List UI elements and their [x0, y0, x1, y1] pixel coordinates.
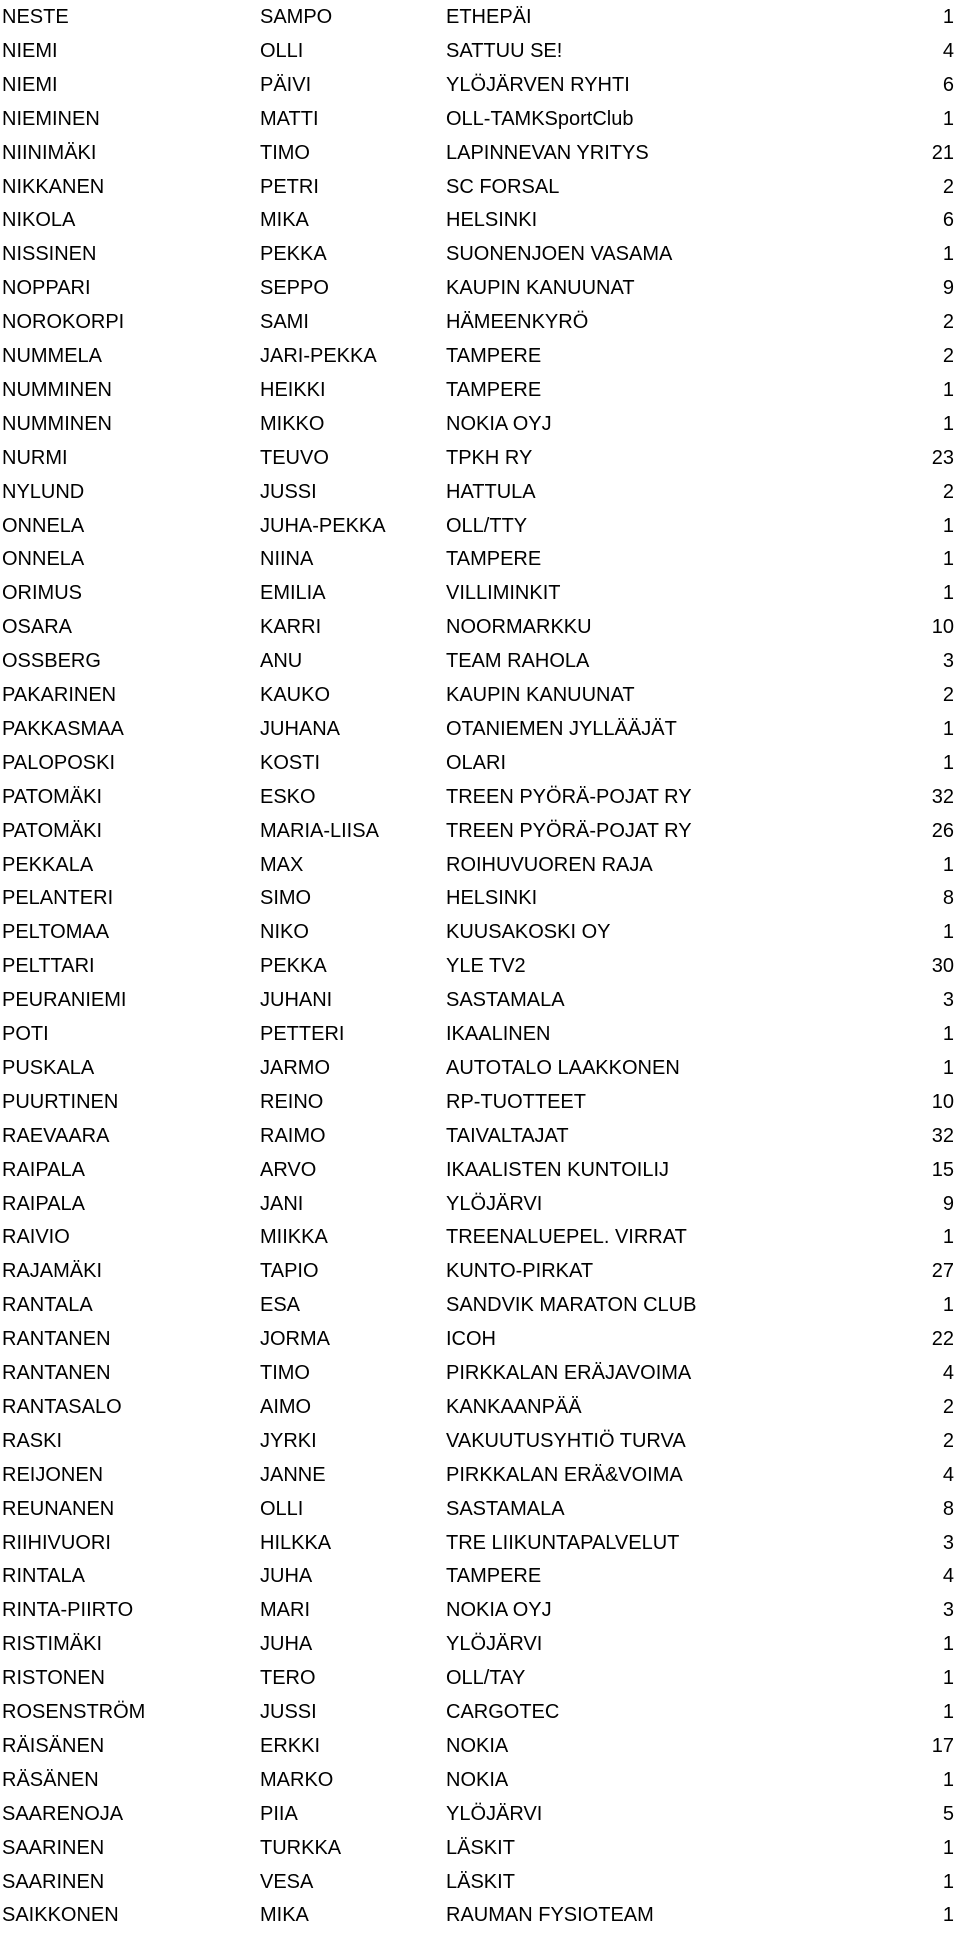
count-cell: 6 [942, 209, 954, 232]
club-cell: RP-TUOTTEET [446, 1090, 586, 1113]
last-name-cell: NIEMI [2, 39, 58, 62]
last-name-cell: NUMMELA [2, 345, 103, 367]
count-cell: 2 [942, 175, 954, 198]
last-name-cell: RANTASALO [2, 1395, 122, 1418]
count-cell: 26 [931, 819, 954, 842]
last-name-cell: OSSBERG [2, 650, 101, 673]
club-cell: YLÖJÄRVI [446, 1633, 543, 1656]
table-row [0, 1865, 960, 1899]
count-cell: 1 [942, 1294, 954, 1317]
count-cell: 1 [942, 1904, 954, 1927]
table-row [0, 1288, 960, 1322]
club-cell: NOKIA [446, 1734, 509, 1757]
last-name-cell: POTI [2, 1023, 49, 1045]
table-row [0, 644, 960, 678]
count-cell: 32 [931, 785, 954, 808]
first-name-cell: JANNE [260, 1463, 326, 1486]
club-cell: TPKH RY [446, 446, 533, 469]
last-name-cell: NESTE [2, 6, 69, 28]
first-name-cell: SEPPO [260, 277, 329, 300]
club-cell: ETHEPÄI [446, 6, 532, 28]
club-cell: HELSINKI [446, 887, 538, 910]
last-name-cell: SAARINEN [2, 1870, 105, 1893]
first-name-cell: JARI-PEKKA [260, 345, 377, 367]
first-name-cell: KOSTI [260, 751, 321, 774]
count-cell: 2 [942, 480, 954, 503]
club-cell: OTANIEMEN JYLLÄÄJÄT [446, 717, 677, 740]
table-row [0, 1424, 960, 1458]
count-cell: 1 [942, 412, 954, 435]
table-row [0, 780, 960, 814]
count-cell: 2 [942, 345, 954, 367]
club-cell: YLÖJÄRVI [446, 1192, 543, 1215]
first-name-cell: NIKO [260, 921, 309, 944]
last-name-cell: PALOPOSKI [2, 751, 116, 774]
first-name-cell: SAMI [260, 311, 309, 334]
club-cell: LAPINNEVAN YRITYS [446, 141, 649, 164]
club-cell: KUUSAKOSKI OY [446, 921, 611, 944]
club-cell: KAUPIN KANUUNAT [446, 684, 635, 706]
count-cell: 6 [942, 73, 954, 96]
club-cell: SUONENJOEN VASAMA [446, 243, 673, 266]
club-cell: SC FORSAL [446, 175, 560, 198]
last-name-cell: NUMMINEN [2, 412, 112, 435]
last-name-cell: NIEMINEN [2, 107, 100, 130]
count-cell: 17 [931, 1734, 954, 1757]
table-row [0, 1593, 960, 1627]
count-cell: 1 [942, 6, 954, 28]
club-cell: TRE LIIKUNTAPALVELUT [446, 1531, 680, 1554]
last-name-cell: NISSINEN [2, 243, 97, 266]
last-name-cell: RINTA-PIIRTO [2, 1599, 134, 1622]
last-name-cell: PAKKASMAA [2, 717, 124, 740]
table-row [0, 1763, 960, 1797]
count-cell: 3 [942, 1531, 954, 1554]
last-name-cell: NOROKORPI [2, 311, 125, 334]
first-name-cell: MATTI [260, 107, 319, 130]
club-cell: NOORMARKKU [446, 616, 592, 639]
first-name-cell: ANU [260, 650, 303, 673]
first-name-cell: TERO [260, 1667, 316, 1690]
table-row [0, 0, 960, 34]
club-cell: YLÖJÄRVEN RYHTI [446, 73, 630, 96]
first-name-cell: MARI [260, 1599, 310, 1622]
count-cell: 8 [942, 1497, 954, 1520]
table-row [0, 915, 960, 949]
first-name-cell: TEUVO [260, 446, 329, 469]
club-cell: IKAALINEN [446, 1023, 551, 1045]
first-name-cell: NIINA [260, 548, 314, 571]
last-name-cell: REUNANEN [2, 1497, 115, 1520]
first-name-cell: AIMO [260, 1395, 312, 1418]
count-cell: 1 [942, 1667, 954, 1690]
count-cell: 3 [942, 650, 954, 673]
count-cell: 1 [942, 1768, 954, 1791]
count-cell: 22 [931, 1328, 954, 1351]
count-cell: 21 [931, 141, 954, 164]
count-cell: 1 [942, 514, 954, 537]
count-cell: 3 [942, 1599, 954, 1622]
club-cell: TAMPERE [446, 345, 542, 367]
first-name-cell: MIKA [260, 209, 309, 232]
club-cell: SANDVIK MARATON CLUB [446, 1294, 697, 1317]
count-cell: 9 [942, 1192, 954, 1215]
count-cell: 1 [942, 1226, 954, 1249]
first-name-cell: JUHANA [260, 717, 341, 740]
count-cell: 1 [942, 1633, 954, 1656]
club-cell: NOKIA OYJ [446, 1599, 552, 1622]
count-cell: 1 [942, 548, 954, 571]
table-row [0, 1695, 960, 1729]
last-name-cell: RANTANEN [2, 1328, 111, 1351]
last-name-cell: PELANTERI [2, 887, 114, 910]
table-row [0, 1831, 960, 1865]
first-name-cell: JUHA [260, 1565, 313, 1588]
club-cell: TAIVALTAJAT [446, 1124, 569, 1147]
first-name-cell: ERKKI [260, 1734, 321, 1757]
count-cell: 4 [942, 1362, 954, 1384]
table-row [0, 136, 960, 170]
table-row [0, 339, 960, 373]
table-row [0, 576, 960, 610]
last-name-cell: NURMI [2, 446, 68, 469]
club-cell: OLL-TAMKSportClub [446, 107, 634, 130]
table-row [0, 1085, 960, 1119]
last-name-cell: RAIVIO [2, 1226, 70, 1249]
table-row [0, 610, 960, 644]
table-row [0, 1153, 960, 1187]
first-name-cell: SAMPO [260, 6, 333, 28]
count-cell: 1 [942, 1836, 954, 1859]
table-row [0, 68, 960, 102]
last-name-cell: REIJONEN [2, 1463, 104, 1486]
table-row [0, 881, 960, 915]
table-row [0, 271, 960, 305]
last-name-cell: PELTTARI [2, 955, 95, 978]
first-name-cell: TIMO [260, 1362, 310, 1384]
table-row [0, 203, 960, 237]
count-cell: 1 [942, 1870, 954, 1893]
first-name-cell: JARMO [260, 1056, 330, 1079]
last-name-cell: PELTOMAA [2, 921, 110, 944]
last-name-cell: PATOMÄKI [2, 819, 103, 842]
club-cell: PIRKKALAN ERÄ&VOIMA [446, 1463, 683, 1486]
last-name-cell: RANTANEN [2, 1362, 111, 1384]
first-name-cell: JUSSI [260, 1701, 317, 1723]
table-row [0, 746, 960, 780]
count-cell: 1 [942, 751, 954, 774]
count-cell: 1 [942, 1056, 954, 1079]
count-cell: 1 [942, 921, 954, 944]
first-name-cell: SIMO [260, 887, 312, 910]
first-name-cell: OLLI [260, 1497, 304, 1520]
table-row [0, 1559, 960, 1593]
first-name-cell: TIMO [260, 141, 310, 164]
last-name-cell: RAIPALA [2, 1192, 85, 1215]
club-cell: YLE TV2 [446, 955, 526, 978]
count-cell: 1 [942, 1023, 954, 1045]
last-name-cell: PUURTINEN [2, 1090, 119, 1113]
last-name-cell: RISTIMÄKI [2, 1633, 103, 1656]
count-cell: 1 [942, 107, 954, 130]
last-name-cell: PAKARINEN [2, 684, 117, 706]
club-cell: CARGOTEC [446, 1701, 560, 1723]
table-row [0, 1661, 960, 1695]
club-cell: SASTAMALA [446, 1497, 565, 1520]
last-name-cell: RASKI [2, 1429, 63, 1452]
first-name-cell: ESA [260, 1294, 301, 1317]
last-name-cell: RAIPALA [2, 1158, 85, 1181]
last-name-cell: PEKKALA [2, 853, 94, 876]
table-row [0, 1254, 960, 1288]
last-name-cell: RISTONEN [2, 1667, 105, 1690]
table-row [0, 848, 960, 882]
count-cell: 27 [931, 1260, 954, 1283]
count-cell: 15 [931, 1158, 954, 1181]
count-cell: 1 [942, 243, 954, 266]
last-name-cell: ROSENSTRÖM [2, 1701, 146, 1723]
table-row [0, 1797, 960, 1831]
last-name-cell: OSARA [2, 616, 73, 639]
last-name-cell: RAJAMÄKI [2, 1260, 103, 1283]
last-name-cell: PUSKALA [2, 1056, 95, 1079]
first-name-cell: HILKKA [260, 1531, 332, 1554]
table-row [0, 475, 960, 509]
count-cell: 3 [942, 989, 954, 1012]
last-name-cell: SAARENOJA [2, 1802, 124, 1825]
last-name-cell: SAIKKONEN [2, 1904, 119, 1927]
club-cell: HATTULA [446, 480, 536, 503]
first-name-cell: KAUKO [260, 684, 331, 706]
first-name-cell: JUHANI [260, 989, 333, 1012]
count-cell: 8 [942, 887, 954, 910]
club-cell: AUTOTALO LAAKKONEN [446, 1056, 680, 1079]
club-cell: SATTUU SE! [446, 39, 563, 62]
first-name-cell: PETTERI [260, 1023, 345, 1045]
first-name-cell: KARRI [260, 616, 322, 639]
table-row [0, 814, 960, 848]
club-cell: LÄSKIT [446, 1870, 515, 1893]
table-row [0, 1356, 960, 1390]
club-cell: NOKIA OYJ [446, 412, 552, 435]
count-cell: 2 [942, 1395, 954, 1418]
table-row [0, 1898, 960, 1932]
last-name-cell: PEURANIEMI [2, 989, 127, 1012]
first-name-cell: MIIKKA [260, 1226, 328, 1249]
club-cell: VILLIMINKIT [446, 582, 561, 605]
count-cell: 4 [942, 1463, 954, 1486]
table-row [0, 509, 960, 543]
table-row [0, 1322, 960, 1356]
first-name-cell: JUHA [260, 1633, 313, 1656]
club-cell: ROIHUVUOREN RAJA [446, 853, 653, 876]
count-cell: 10 [931, 1090, 954, 1113]
first-name-cell: PIIA [260, 1802, 298, 1825]
first-name-cell: TURKKA [260, 1836, 342, 1859]
last-name-cell: RANTALA [2, 1294, 93, 1317]
last-name-cell: ONNELA [2, 514, 85, 537]
club-cell: TEAM RAHOLA [446, 650, 590, 673]
first-name-cell: ESKO [260, 785, 316, 808]
table-row [0, 1187, 960, 1221]
club-cell: TAMPERE [446, 378, 542, 401]
first-name-cell: EMILIA [260, 582, 326, 605]
last-name-cell: SAARINEN [2, 1836, 105, 1859]
first-name-cell: ARVO [260, 1158, 317, 1181]
table-row [0, 1017, 960, 1051]
first-name-cell: JUSSI [260, 480, 317, 503]
last-name-cell: RINTALA [2, 1565, 85, 1588]
first-name-cell: PÄIVI [260, 73, 312, 96]
club-cell: TAMPERE [446, 1565, 542, 1588]
club-cell: NOKIA [446, 1768, 509, 1791]
first-name-cell: VESA [260, 1870, 314, 1893]
club-cell: RAUMAN FYSIOTEAM [446, 1904, 654, 1927]
table-row [0, 102, 960, 136]
first-name-cell: OLLI [260, 39, 304, 62]
count-cell: 4 [942, 39, 954, 62]
last-name-cell: NIKOLA [2, 209, 76, 232]
last-name-cell: RÄSÄNEN [2, 1768, 99, 1791]
club-cell: HÄMEENKYRÖ [446, 311, 589, 334]
last-name-cell: RÄISÄNEN [2, 1734, 105, 1757]
club-cell: TAMPERE [446, 548, 542, 571]
count-cell: 5 [942, 1802, 954, 1825]
first-name-cell: PEKKA [260, 955, 327, 978]
first-name-cell: JANI [260, 1192, 304, 1215]
table-row [0, 678, 960, 712]
first-name-cell: MIKA [260, 1904, 309, 1927]
count-cell: 1 [942, 853, 954, 876]
club-cell: PIRKKALAN ERÄJAVOIMA [446, 1362, 692, 1384]
last-name-cell: NYLUND [2, 480, 85, 503]
club-cell: HELSINKI [446, 209, 538, 232]
table-row [0, 1729, 960, 1763]
last-name-cell: PATOMÄKI [2, 785, 103, 808]
table-row [0, 441, 960, 475]
count-cell: 4 [942, 1565, 954, 1588]
table-row [0, 542, 960, 576]
first-name-cell: MAX [260, 853, 304, 876]
count-cell: 9 [942, 277, 954, 300]
first-name-cell: JORMA [260, 1328, 330, 1351]
first-name-cell: TAPIO [260, 1260, 319, 1283]
club-cell: KANKAANPÄÄ [446, 1395, 582, 1418]
table-row [0, 1458, 960, 1492]
table-row [0, 712, 960, 746]
table-row [0, 1051, 960, 1085]
first-name-cell: MIKKO [260, 412, 325, 435]
table-row [0, 34, 960, 68]
count-cell: 2 [942, 1429, 954, 1452]
last-name-cell: ONNELA [2, 548, 85, 571]
first-name-cell: MARKO [260, 1768, 334, 1791]
first-name-cell: JUHA-PEKKA [260, 514, 386, 537]
table-row [0, 237, 960, 271]
club-cell: ICOH [446, 1328, 496, 1351]
table-row [0, 407, 960, 441]
last-name-cell: NIINIMÄKI [2, 141, 97, 164]
club-cell: OLL/TAY [446, 1667, 526, 1690]
club-cell: TREEN PYÖRÄ-POJAT RY [446, 819, 692, 842]
table-row [0, 1220, 960, 1254]
first-name-cell: RAIMO [260, 1124, 326, 1147]
count-cell: 2 [942, 684, 954, 706]
first-name-cell: MARIA-LIISA [260, 819, 379, 842]
count-cell: 30 [931, 955, 954, 978]
table-row [0, 983, 960, 1017]
count-cell: 1 [942, 582, 954, 605]
club-cell: LÄSKIT [446, 1836, 515, 1859]
club-cell: KAUPIN KANUUNAT [446, 277, 635, 300]
last-name-cell: NOPPARI [2, 277, 91, 300]
first-name-cell: PEKKA [260, 243, 327, 266]
count-cell: 1 [942, 1701, 954, 1723]
table-row [0, 373, 960, 407]
club-cell: IKAALISTEN KUNTOILIJ [446, 1158, 670, 1181]
last-name-cell: NIKKANEN [2, 175, 105, 198]
club-cell: TREENALUEPEL. VIRRAT [446, 1226, 687, 1249]
count-cell: 1 [942, 717, 954, 740]
count-cell: 23 [931, 446, 954, 469]
club-cell: OLL/TTY [446, 514, 528, 537]
last-name-cell: ORIMUS [2, 582, 82, 605]
table-row [0, 1119, 960, 1153]
club-cell: YLÖJÄRVI [446, 1802, 543, 1825]
table-row [0, 1627, 960, 1661]
count-cell: 32 [931, 1124, 954, 1147]
table-row [0, 1492, 960, 1526]
table-row [0, 170, 960, 204]
count-cell: 2 [942, 311, 954, 334]
table-row [0, 949, 960, 983]
club-cell: TREEN PYÖRÄ-POJAT RY [446, 785, 692, 808]
last-name-cell: RAEVAARA [2, 1124, 110, 1147]
table-row [0, 1526, 960, 1560]
count-cell: 1 [942, 378, 954, 401]
last-name-cell: NIEMI [2, 73, 58, 96]
table-row [0, 1390, 960, 1424]
first-name-cell: JYRKI [260, 1429, 317, 1452]
first-name-cell: PETRI [260, 175, 319, 198]
count-cell: 10 [931, 616, 954, 639]
table-row [0, 305, 960, 339]
last-name-cell: NUMMINEN [2, 378, 112, 401]
club-cell: OLARI [446, 751, 507, 774]
first-name-cell: REINO [260, 1090, 324, 1113]
last-name-cell: RIIHIVUORI [2, 1531, 111, 1554]
club-cell: KUNTO-PIRKAT [446, 1260, 594, 1283]
club-cell: SASTAMALA [446, 989, 565, 1012]
club-cell: VAKUUTUSYHTIÖ TURVA [446, 1429, 686, 1452]
first-name-cell: HEIKKI [260, 378, 326, 401]
